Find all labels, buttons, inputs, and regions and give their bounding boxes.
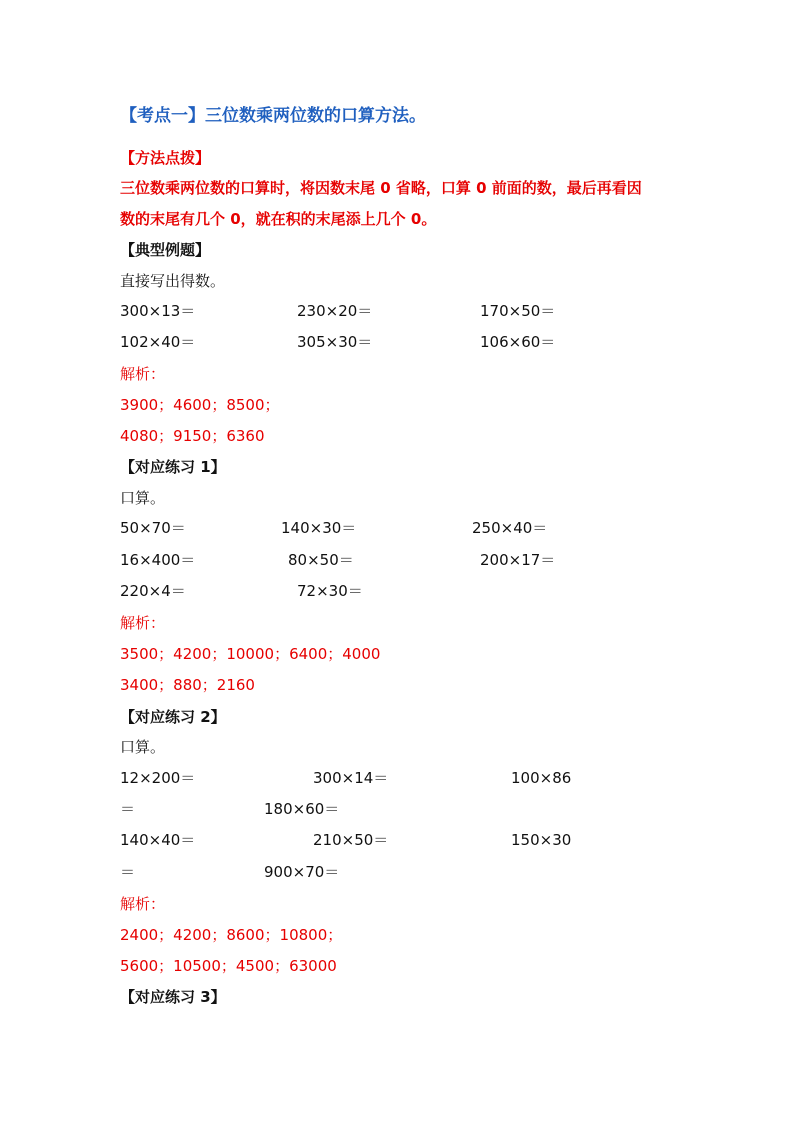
method-heading: 【方法点拨】: [120, 149, 211, 167]
practice1-problem-7: 220×4＝: [120, 582, 186, 600]
example-analysis-label: 解析：: [120, 365, 166, 383]
practice2-analysis-label: 解析：: [120, 895, 166, 913]
practice1-problem-4: 16×400＝: [120, 551, 196, 569]
practice2-answer-line-1: 2400；4200；8600；10800；: [120, 926, 343, 944]
section-title: 【考点一】三位数乘两位数的口算方法。: [120, 106, 426, 126]
practice1-heading: 【对应练习 1】: [120, 458, 226, 476]
practice1-instruction: 口算。: [120, 489, 166, 507]
practice2-equals-2: ＝: [120, 863, 136, 881]
practice2-problem-7: 150×30: [511, 831, 572, 849]
practice2-problem-2: 300×14＝: [313, 769, 389, 787]
practice2-answer-line-2: 5600；10500；4500；63000: [120, 957, 337, 975]
example-answer-line-2: 4080；9150；6360: [120, 427, 265, 445]
practice2-heading: 【对应练习 2】: [120, 708, 226, 726]
example-problem-1: 300×13＝: [120, 302, 196, 320]
example-problem-4: 102×40＝: [120, 333, 196, 351]
example-problem-2: 230×20＝: [297, 302, 373, 320]
practice1-problem-2: 140×30＝: [281, 519, 357, 537]
practice1-problem-3: 250×40＝: [472, 519, 548, 537]
practice1-problem-1: 50×70＝: [120, 519, 186, 537]
example-problem-6: 106×60＝: [480, 333, 556, 351]
practice2-problem-6: 210×50＝: [313, 831, 389, 849]
practice1-answer-line-1: 3500；4200；10000；6400；4000: [120, 645, 381, 663]
practice3-heading: 【对应练习 3】: [120, 988, 226, 1006]
practice2-problem-4: 180×60＝: [264, 800, 340, 818]
example-problem-3: 170×50＝: [480, 302, 556, 320]
practice2-problem-3: 100×86: [511, 769, 572, 787]
practice1-analysis-label: 解析：: [120, 614, 166, 632]
practice1-problem-5: 80×50＝: [288, 551, 354, 569]
method-text-line-1: 三位数乘两位数的口算时，将因数末尾 0 省略，口算 0 前面的数，最后再看因: [120, 179, 642, 197]
practice1-problem-8: 72×30＝: [297, 582, 363, 600]
example-instruction: 直接写出得数。: [120, 272, 226, 290]
example-heading: 【典型例题】: [120, 241, 211, 259]
method-text-line-2: 数的末尾有几个 0，就在积的末尾添上几个 0。: [120, 210, 437, 228]
practice1-problem-6: 200×17＝: [480, 551, 556, 569]
practice2-problem-5: 140×40＝: [120, 831, 196, 849]
practice2-problem-8: 900×70＝: [264, 863, 340, 881]
example-problem-5: 305×30＝: [297, 333, 373, 351]
practice1-answer-line-2: 3400；880；2160: [120, 676, 255, 694]
example-answer-line-1: 3900；4600；8500；: [120, 396, 280, 414]
practice2-equals-1: ＝: [120, 800, 136, 818]
practice2-problem-1: 12×200＝: [120, 769, 196, 787]
practice2-instruction: 口算。: [120, 738, 166, 756]
